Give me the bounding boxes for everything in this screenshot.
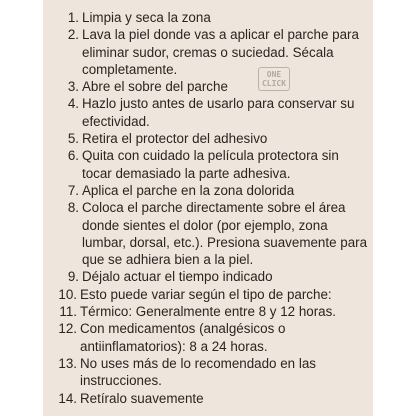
list-item: [58, 390, 372, 407]
step-number: 13.: [58, 355, 77, 371]
watermark-line-1: ONE: [266, 70, 282, 79]
step-number: 8.: [67, 200, 79, 216]
step-text: Con medicamentos (analgésicos o antiinflamatorios): 8 a 24 horas.: [80, 321, 286, 354]
step-number: 12.: [58, 321, 77, 337]
list-item: [62, 147, 372, 182]
step-number: 9.: [67, 269, 79, 285]
step-number: 5.: [67, 131, 79, 147]
step-number: 4.: [67, 96, 79, 112]
step-number: 6.: [67, 148, 79, 164]
step-text: Déjalo actuar el tiempo indicado: [82, 269, 273, 285]
step-number: 1.: [67, 10, 79, 25]
step-text: Lava la piel donde vas a aplicar el parche para eliminar sudor, cremas o suciedad. Sécala completamente.: [82, 27, 359, 77]
step-text: Quita con cuidado la película protectora sin tocar demasiado la parte adhesiva.: [82, 148, 339, 181]
list-item: [62, 199, 372, 268]
list-item: [59, 303, 372, 320]
steps-list: [58, 9, 372, 407]
step-text: Retira el protector del adhesivo: [82, 131, 268, 147]
step-text: Retíralo suavemente: [80, 390, 204, 406]
list-item: [62, 95, 372, 130]
list-item: [58, 286, 372, 303]
list-item: [58, 320, 372, 355]
step-text: Hazlo justo antes de usarlo para conservar su efectividad.: [82, 96, 355, 129]
step-number: 7.: [67, 182, 79, 198]
list-item: [62, 9, 372, 26]
step-number: 11.: [59, 304, 77, 320]
step-number: 10.: [58, 286, 77, 302]
watermark-line-2: CLICK: [261, 79, 287, 88]
step-text: Aplica el parche en la zona dolorida: [82, 182, 295, 198]
list-item: [58, 355, 372, 390]
step-text: No uses más de lo recomendado en las instrucciones.: [80, 355, 316, 389]
list-item: [62, 130, 372, 147]
step-text: Limpia y seca la zona: [82, 10, 211, 25]
step-number: 14.: [58, 390, 77, 406]
step-text: Térmico: Generalmente entre 8 y 12 horas.: [80, 304, 337, 320]
list-item: [62, 268, 372, 285]
step-number: 2.: [67, 27, 79, 43]
list-item: [62, 182, 372, 199]
step-text: Coloca el parche directamente sobre el área donde sientes el dolor (por ejemplo, zona lumbar, dorsal, etc.). Presiona suavemente para que se adhiera bien a la piel.: [82, 200, 368, 268]
list-item: [62, 26, 372, 78]
step-number: 3.: [67, 79, 79, 95]
list-item: [62, 78, 372, 95]
step-text: Abre el sobre del parche: [82, 79, 228, 95]
step-text: Esto puede variar según el tipo de parche:: [80, 286, 332, 302]
